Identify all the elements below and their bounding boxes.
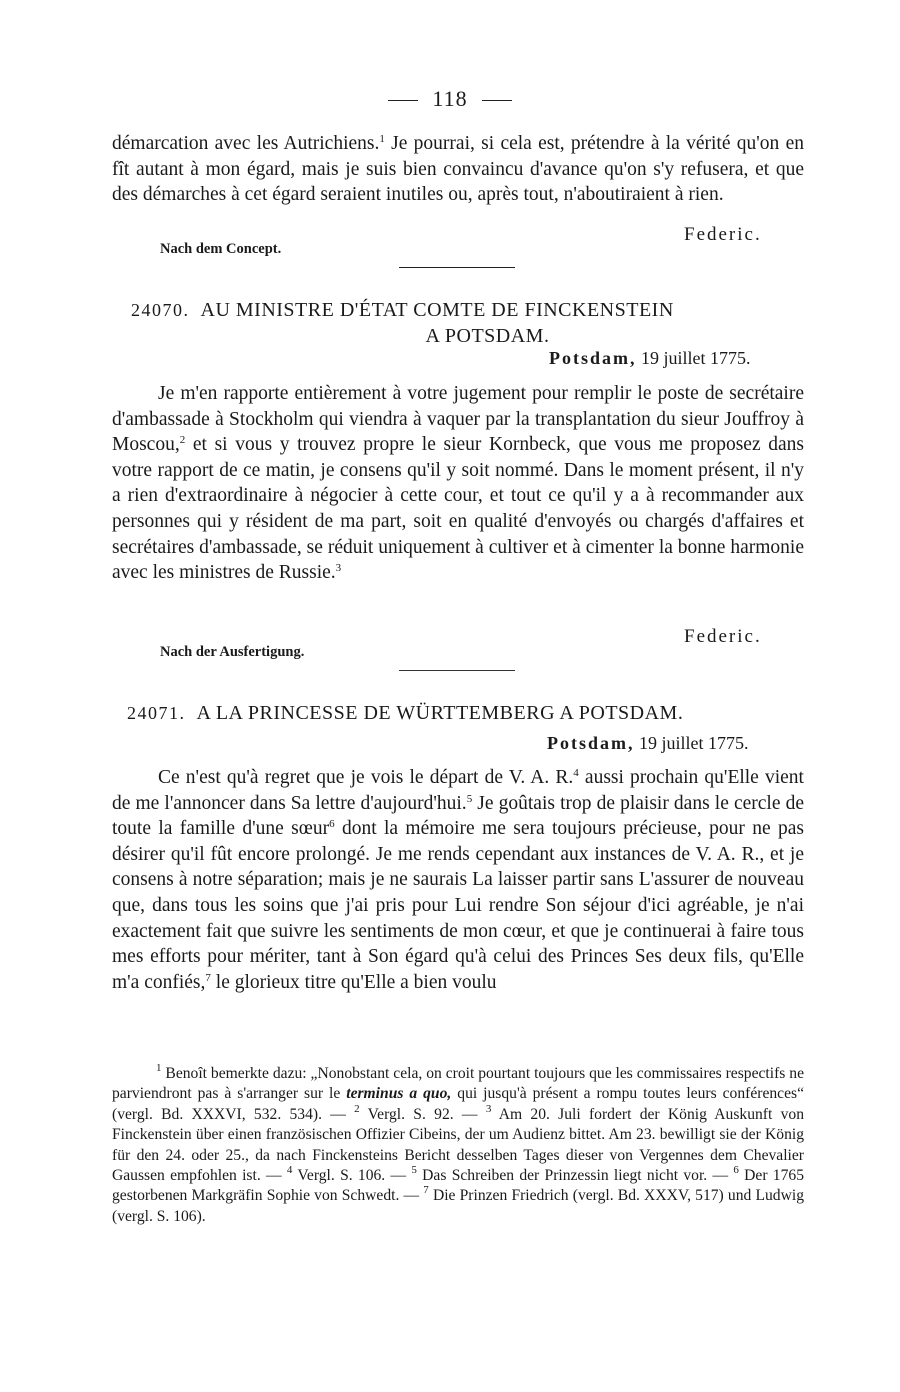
footnote-2-mark: 2 [354, 1102, 360, 1115]
footnote-5-text: Das Schreiben der Prinzessin liegt nicht vor. — [416, 1167, 734, 1185]
page-number [0, 86, 900, 112]
letter-24071-text-part2: aussi prochain qu'Elle vient de me l'annoncer dans Sa lettre d'aujourd'hui. [112, 767, 804, 814]
footnote-3-text: Am 20. Juli fordert der König Auskunft von Finckenstein über einen französischen Offizier Cibeins, der um Audienz bittet. Am 23. bewilligt sie der König für den 24. oder 25., da nach Finckensteins Bericht desselben Tages dieser von Vergennes dem Chevalier Gaussen empfohlen ist. — [112, 1105, 804, 1185]
footnote-1-emphasis: terminus a quo, [346, 1085, 452, 1103]
footnote-4-mark: 4 [286, 1164, 293, 1177]
letter-24070-paragraph [112, 381, 804, 586]
letter-24070-text-part2: et si vous y trouvez propre le sieur Kornbeck, que vous me proposez dans votre rapport de ce matin, je consens qu'il y soit nommé. Dans le moment présent, il n'y a rien d'extraordinaire à négocier à cette cour, et tout ce qu'il y a à recommander aux personnes qui y résident de ma part, soit en qualité d'envoyés ou chargés d'affaires et secrétaires d'ambassade, se réduit uniquement à cultiver et à cimenter la bonne harmonie avec les ministres de Russie. [112, 434, 804, 584]
footnote-7-mark: 7 [423, 1184, 429, 1197]
footnote-ref-2: 2 [179, 434, 186, 447]
footnote-6-mark: 6 [733, 1164, 739, 1177]
letter-24070-text-part1: Je m'en rapporte entièrement à votre jugement pour remplir le poste de secrétaire d'ambassade à Stockholm qui viendra à vaquer par la transplantation du sieur Jouffroy à Moscou, [112, 383, 804, 456]
letter-24071-text-part1: Ce n'est qu'à regret que je vois le départ de V. A. R. [158, 767, 574, 788]
letter-24071-text-part3: Je goûtais trop de plaisir dans le cercle de toute la famille d'une sœur [112, 792, 804, 840]
letter-24071-dateline [547, 733, 749, 754]
letter-24070-number: 24070. [131, 300, 190, 320]
continuation-text [112, 131, 804, 208]
footnote-1-text-b: qui jusqu'à présent a rompu toutes leurs conférences“ (vergl. Bd. XXXVI, 532. 534). — [112, 1085, 804, 1123]
letter-24071-addressee: A LA PRINCESSE DE WÜRTTEMBERG A POTSDAM. [196, 702, 684, 724]
page-number-value: 118 [432, 86, 468, 111]
footnote-2-text: Vergl. S. 92. — [359, 1105, 486, 1123]
letter-24070-signature: Federic. [684, 626, 762, 647]
continuation-text-part1: démarcation avec les Autrichiens. [112, 133, 380, 154]
footnotes [112, 1064, 804, 1227]
footnote-5-mark: 5 [411, 1164, 417, 1177]
letter-24070-heading-line2: A POTSDAM. [425, 325, 550, 347]
footnotes-paragraph [112, 1064, 804, 1227]
letter-24071-date: 19 juillet 1775. [634, 733, 749, 753]
letter-24071-date-place: Potsdam, [547, 733, 635, 753]
letter-24070-date: 19 juillet 1775. [636, 348, 751, 368]
footnote-1-text-a: Benoît bemerkte dazu: „Nonobstant cela, on croit pourtant toujours que les commissaires respectifs ne parviendront pas à s'arranger sur le [112, 1065, 804, 1103]
footnote-ref-3: 3 [335, 562, 342, 575]
footnote-ref-1: 1 [379, 133, 385, 145]
letter-24071-paragraph [112, 765, 804, 995]
letter-24070-body [112, 381, 804, 586]
page-number-dash-right [482, 100, 512, 101]
letter-24071-text-part5: le glorieux titre qu'Elle a bien voulu [210, 971, 497, 993]
letter-24070-heading-line1 [131, 297, 804, 323]
footnote-ref-6: 6 [329, 818, 335, 831]
continuation-paragraph [112, 131, 804, 208]
letter-24071-number: 24071. [127, 703, 186, 723]
footnote-3-mark: 3 [485, 1102, 492, 1115]
footnote-7-text: Die Prinzen Friedrich (vergl. Bd. XXXV, 517) und Ludwig (vergl. S. 106). [112, 1187, 804, 1225]
section-divider-1 [399, 267, 515, 268]
continuation-source-note: Nach dem Concept. [160, 241, 282, 257]
letter-24071-heading [127, 700, 807, 726]
letter-24070-heading [131, 297, 804, 349]
continuation-signature: Federic. [684, 224, 762, 245]
section-divider-2 [399, 670, 515, 671]
footnote-ref-7: 7 [205, 971, 211, 984]
letter-24070-source-note: Nach der Ausfertigung. [160, 644, 305, 660]
footnote-1-mark: 1 [156, 1062, 162, 1074]
letter-24071-body [112, 765, 804, 995]
footnote-ref-5: 5 [466, 792, 473, 805]
letter-24070-addressee: AU MINISTRE D'ÉTAT COMTE DE FINCKENSTEIN [200, 299, 674, 321]
letter-24071-text-part4: dont la mémoire me sera toujours précieuse, pour ne pas désirer qu'il fût encore prolongé. Je me rends cependant aux instances de V. A. R., et je consens à notre séparation; mais je ne saurais La laisser partir sans L'assurer de nouveau que, dans tous les soins que j'ai pris pour Lui rendre Son séjour d'ici agréable, je n'ai exactement fait que suivre les sentiments de mon cœur, et que je continuerai à faire tous mes efforts pour mériter, tant à Son égard qu'à celui des Princes Ses deux fils, qu'Elle m'a confiés, [112, 818, 805, 993]
letter-24070-date-place: Potsdam, [549, 348, 637, 368]
page-number-dash-left [388, 100, 418, 101]
letter-24070-dateline [549, 348, 751, 369]
continuation-text-part2: Je pourrai, si cela est, prétendre à la vérité qu'on en fît autant à mon égard, mais je suis bien convaincu d'avance qu'on s'y refusera, et que des démarches à cet égard seraient inutiles ou, après tout, n'aboutiraient à rien. [112, 133, 804, 206]
footnote-ref-4: 4 [573, 767, 579, 779]
footnote-4-text: Vergl. S. 106. — [292, 1167, 412, 1185]
footnote-6-text: Der 1765 gestorbenen Markgräfin Sophie von Schwedt. — [112, 1167, 804, 1205]
